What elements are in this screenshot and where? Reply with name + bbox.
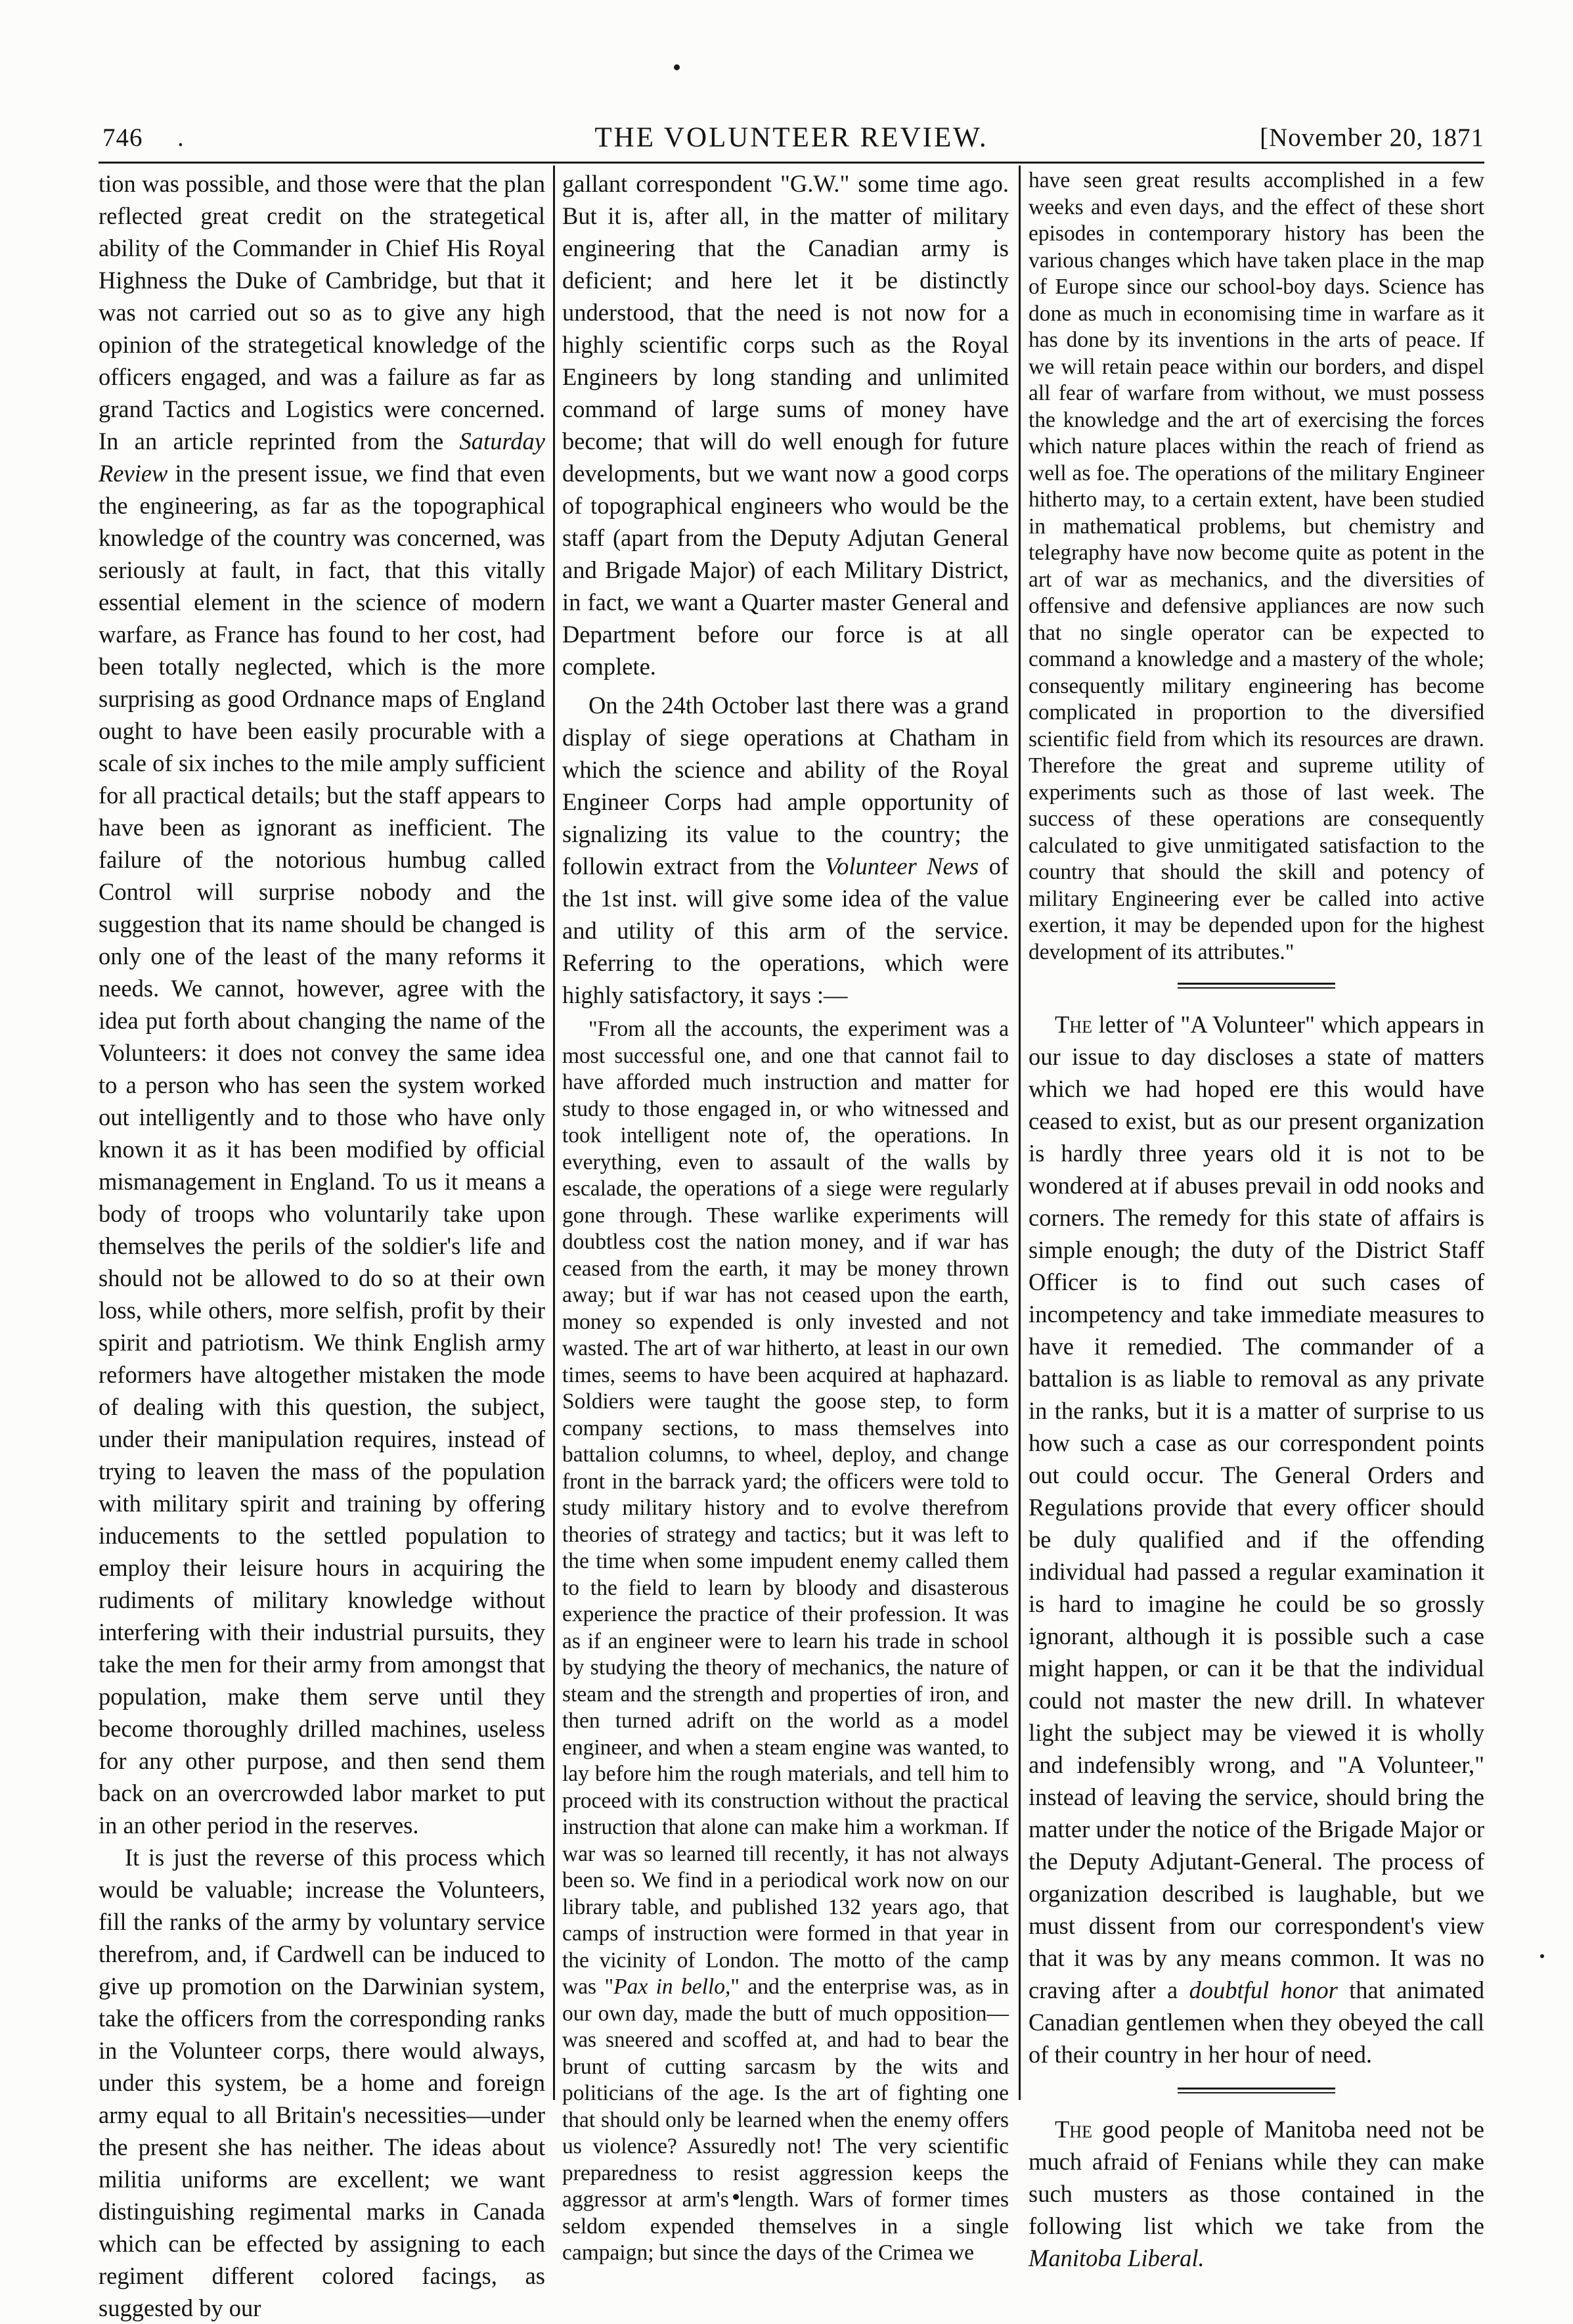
issue-date: [November 20, 1871 — [1260, 123, 1484, 152]
editorial-paragraph: The letter of "A Volunteer" which appears in our issue to day discloses a state of matters which we had hoped ere this would have ceased to exist, but as our present organization is hardly three years old it is not to be wondered at if abuses prevail in odd nooks and corners. The remedy for this state of affairs is simple enough; the duty of the District Staff Officer is to find out such cases of incompetency and take immediate measures to have it remedied. The commander of a battalion is as liable to removal as any private in the ranks, but it is a matter of surprise to us how such a case as our correspondent points out could occur. The General Orders and Regulations provide that every officer should be duly qualified and if the offending individual had passed a regular examination it is hard to imagine he could be so grossly ignorant, although it is possible such a case might happen, or can it be that the individual could not master the new drill. In whatever light the subject may be viewed it is wholly and indefensibly wrong, and "A Volunteer," instead of leaving the service, should bring the matter under the notice of the Brigade Major or the Deputy Adjutant-General. The process of organization described is laughable, but we must dissent from our correspondent's view that it was by any means common. It was no craving after a doubtful honor that animated Canadian gentlemen when they obeyed the call of their country in her hour of need. — [1029, 1011, 1484, 2068]
column-1 — [99, 168, 545, 2324]
column-divider-2 — [1019, 166, 1021, 2100]
article-paragraph: tion was possible, and those were that the plan reflected great credit on the strategetical ability of the Commander in Chief His Royal Highness the Duke of Cambridge, but that it was not carried out so as to give any high opinion of the strategetical knowledge of the officers engaged, and was a failure as far as grand Tactics and Logistics were concerned. In an article reprinted from the Saturday Review in the present issue, we find that even the engineering, as far as the topographical knowledge of the country was concerned, was seriously at fault, in fact, that this vitally essential element in the science of modern warfare, as France has found to her cost, had been totally neglected, which is the more surprising as good Ordnance maps of England ought to have been easily procurable with a scale of six inches to the mile amply sufficient for all practical details; but the staff appears to have been as ignorant as inefficient. The failure of the notorious humbug called Control will surprise nobody and the suggestion that its name should be changed is only one of the least of the many reforms it needs. We cannot, however, agree with the idea put forth about changing the name of the Volunteers: it does not convey the same idea to a person who has seen the system worked out intelligently and to those who have only known it as it has been modified by official mismanagement in England. To us it means a body of troops who voluntarily take upon themselves the perils of the soldier's life and should not be allowed to do so at their own loss, while others, more selfish, profit by their spirit and patriotism. We think English army reformers have altogether mistaken the mode of dealing with this question, the subject, under their manipulation requires, instead of trying to leaven the mass of the population with military spirit and training by offering inducements to the settled population to employ their leisure hours in acquiring the rudiments of military knowledge without interfering with their industrial pursuits, they take the men for their army from amongst that population, make them serve until they become thoroughly drilled machines, useless for any other purpose, and then send them back on an overcrowded labor market to put in an other period in the reserves. — [99, 170, 545, 1839]
margin-dot — [1540, 1954, 1544, 1958]
article-paragraph: It is just the reverse of this process which would be valuable; increase the Volunteers, fill the ranks of the army by voluntary service therefrom, and, if Cardwell can be induced to give up promotion on the Darwinian system, take the officers from the corresponding ranks in the Volunteer corps, there would always, under this system, be a home and foreign army equal to all Britain's necessities—under the present she has neither. The ideas about militia uniforms are excellent; we want distinguishing regimental marks in Canada which can be effected by assigning to each regiment different colored facings, as suggested by our — [99, 1844, 545, 2321]
header-rule — [99, 162, 1484, 164]
column-2 — [562, 168, 1009, 2267]
quoted-extract-continued: have seen great results accomplished in a few weeks and even days, and the effect of these short episodes in contemporary history has been the various changes which have taken place in the map of Europe since our school-boy days. Science has done as much in economising time in warfare as it has done by its inventions in the arts of peace. If we will retain peace within our borders, and dispel all fear of warfare from without, we must possess the knowledge and the art of exercising the forces which nature places within the reach of friend as well as foe. The operations of the military Engineer hitherto may, to a certain extent, have been studied in mathematical problems, but chemistry and telegraphy have now become quite as potent in the art of war as mechanics, and the diversities of offensive and defensive appliances are now such that no single operator can be expected to command a knowledge and a mastery of the whole; consequently military engineering has become complicated in proportion to the diversified scientific field from which its resources are drawn. Therefore the great and supreme utility of experiments such as those of last week. The success of these operations are consequently calculated to give unmitigated satisfaction to the country that should the skill and potency of military Engineering ever be called into active exertion, it may be depended upon for the highest development of its attributes." — [1029, 168, 1484, 964]
section-divider — [1178, 2088, 1335, 2093]
column-divider-1 — [553, 166, 555, 2100]
header-bullet: . — [177, 123, 184, 152]
article-paragraph: On the 24th October last there was a grand display of siege operations at Chatham in which the science and ability of the Royal Engineer Corps had ample opportunity of signalizing its value to the country; the followin extract from the Volunteer News of the 1st inst. will give some idea of the value and utility of this arm of the service. Referring to the operations, which were highly satisfactory, it says :— — [562, 692, 1009, 1008]
column-3 — [1029, 168, 1484, 2274]
page-number: 746 — [102, 123, 143, 152]
page-header — [99, 118, 1484, 158]
top-dot — [674, 64, 680, 70]
newspaper-title: THE VOLUNTEER REVIEW. — [594, 122, 988, 153]
editorial-paragraph: The good people of Manitoba need not be much afraid of Fenians while they can make such musters as those contained in the following list which we take from the Manitoba Liberal. — [1029, 2116, 1484, 2271]
quoted-extract: "From all the accounts, the experiment was a most successful one, and one that cannot fail to have afforded much instruction and matter for study to those engaged in, or who witnessed and took intelligent note of, the operations. In everything, even to assault of the walls by escalade, the operations of a siege were regularly gone through. These warlike experiments will doubtless cost the nation money, and if war has ceased from the earth, it may be money thrown away; but if war has not ceased upon the earth, money so expended is only invested and not wasted. The art of war hitherto, at least in our own times, seems to have been acquired at haphazard. Soldiers were taught the goose step, to form company sections, to mass themselves into battalion columns, to wheel, deploy, and change front in the barrack yard; the officers were told to study military history and to evolve therefrom theories of strategy and tactics; but it was left to the time when some impudent enemy called them to the field to learn by bloody and disasterous experience the practice of their profession. It was as if an engineer were to learn his trade in school by studying the theory of mechanics, the nature of steam and the strength and properties of iron, and then turned adrift on the world as a model engineer, and when a steam engine was wanted, to lay before him the rough materials, and tell him to proceed with its construction without the practical instruction that alone can make him a workman. If war was so learned till recently, it has not always been so. We find in a periodical work now on our library table, and published 132 years ago, that camps of instruction were formed in that year in the vicinity of London. The motto of the camp was "Pax in bello," and the enterprise was, as in our own day, made the butt of much opposition—was sneered and scoffed at, and had to bear the brunt of cutting sarcasm by the wits and politicians of the age. Is the art of fighting one that should only be learned when the enemy offers us violence? Assuredly not! The very scientific preparedness to resist aggression keeps the aggressor at arm's length. Wars of former times seldom expended themselves in a single campaign; but since the days of the Crimea we — [562, 1017, 1009, 2265]
section-divider — [1178, 983, 1335, 989]
article-paragraph: gallant correspondent "G.W." some time ago. But it is, after all, in the matter of military engineering that the Canadian army is deficient; and here let it be distinctly understood, that the need is not now for a highly scientific corps such as the Royal Engineers by long standing and unlimited command of large sums of money have become; that will do well enough for future developments, but we want now a good corps of topographical engineers who would be the staff (apart from the Deputy Adjutan General and Brigade Major) of each Military District, in fact, we want a Quarter master General and Department before our force is at all complete. — [562, 170, 1009, 680]
